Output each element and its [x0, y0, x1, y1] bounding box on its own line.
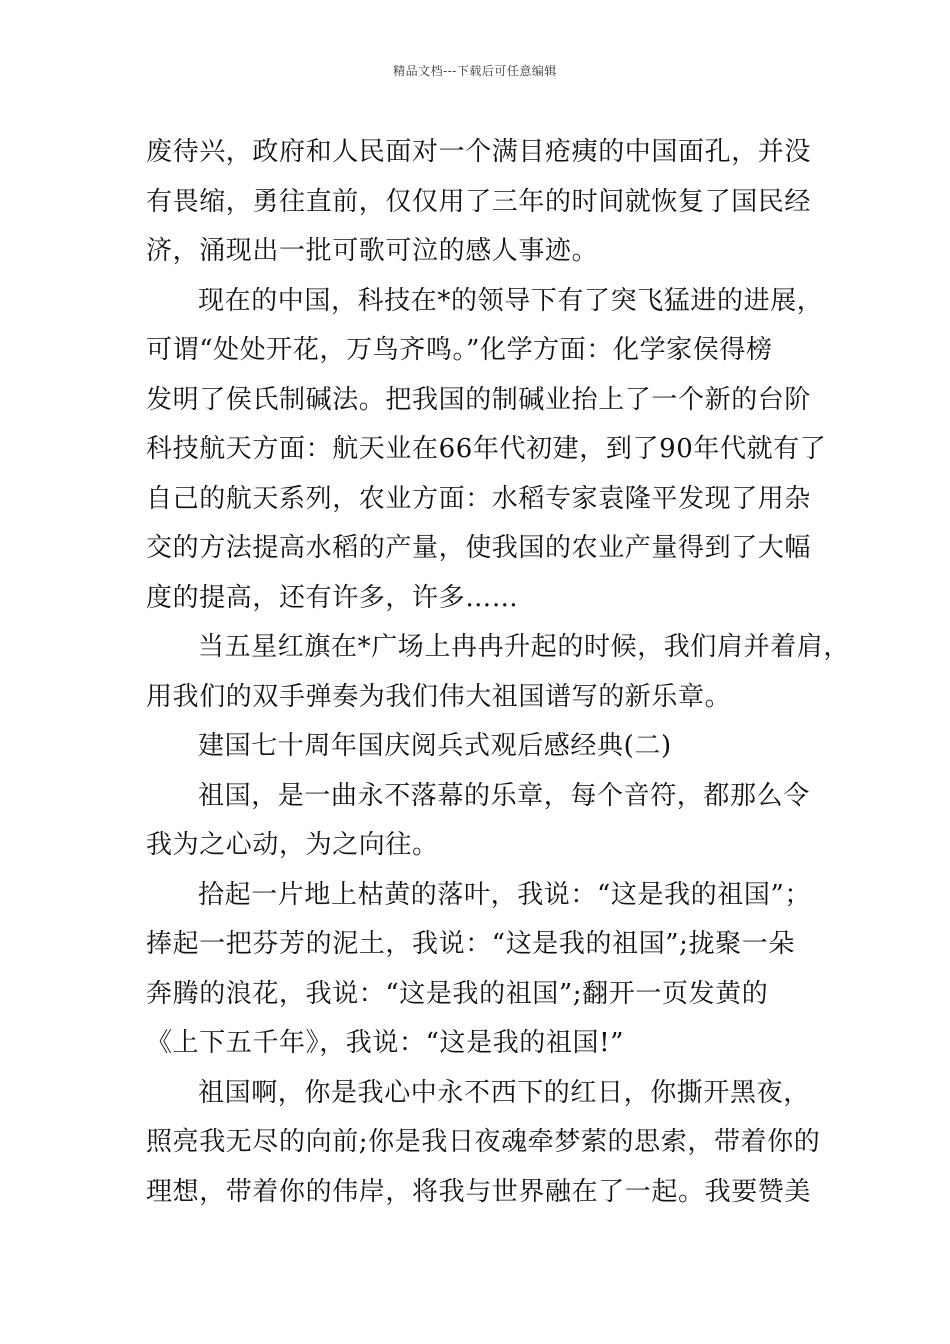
text-line: 交的方法提高水稻的产量，使我国的农业产量得到了大幅	[146, 533, 812, 563]
text-line: 理想，带着你的伟岸，将我与世界融在了一起。我要赞美	[146, 1176, 812, 1207]
text-line: 废待兴，政府和人民面对一个满目疮痍的中国面孔，并没	[146, 137, 812, 167]
text-line: 照亮我无尽的向前;你是我日夜魂牵梦萦的思索，带着你的	[146, 1127, 821, 1157]
text-line: 我为之心动，为之向往。	[146, 830, 439, 860]
text-line: 科技航天方面：航天业在66年代初建，到了90年代就有了	[146, 434, 827, 464]
page-header: 精品文档---下载后可任意编辑	[393, 64, 557, 78]
paragraph-start-line: 现在的中国，科技在*的领导下有了突飞猛进的进展，	[198, 285, 824, 316]
text-line: 济，涌现出一批可歌可泣的感人事迹。	[146, 236, 599, 266]
document-body	[146, 128, 851, 1217]
text-line: 发明了侯氏制碱法。把我国的制碱业抬上了一个新的台阶	[146, 384, 812, 415]
paragraph-start-line: 祖国啊，你是我心中永不西下的红日，你撕开黑夜，	[198, 1077, 810, 1108]
text-line: 捧起一把芬芳的泥土，我说：“这是我的祖国”;拢聚一朵	[146, 929, 795, 959]
text-line: 可谓“处处开花，万鸟齐鸣。”化学方面：化学家侯得榜	[146, 335, 773, 365]
text-line: 用我们的双手弹奏为我们伟大祖国谱写的新乐章。	[146, 681, 732, 712]
section-heading: 建国七十周年国庆阅兵式观后感经典(二)	[198, 731, 672, 761]
paragraph-start-line: 拾起一片地上枯黄的落叶，我说：“这是我的祖国”；	[198, 879, 811, 910]
text-line: 《上下五千年》，我说：“这是我的祖国!”	[146, 1028, 625, 1058]
text-line: 奔腾的浪花，我说：“这是我的祖国”;翻开一页发黄的	[146, 978, 769, 1009]
text-line: 有畏缩，勇往直前，仅仅用了三年的时间就恢复了国民经	[146, 186, 812, 217]
paragraph-start-line: 当五星红旗在*广场上冉冉升起的时候，我们肩并着肩，	[198, 632, 851, 662]
text-line: 度的提高，还有许多，许多……	[146, 582, 519, 613]
paragraph-start-line: 祖国，是一曲永不落幕的乐章，每个音符，都那么令	[198, 780, 810, 811]
text-line: 自己的航天系列，农业方面：水稻专家袁隆平发现了用杂	[146, 483, 812, 514]
